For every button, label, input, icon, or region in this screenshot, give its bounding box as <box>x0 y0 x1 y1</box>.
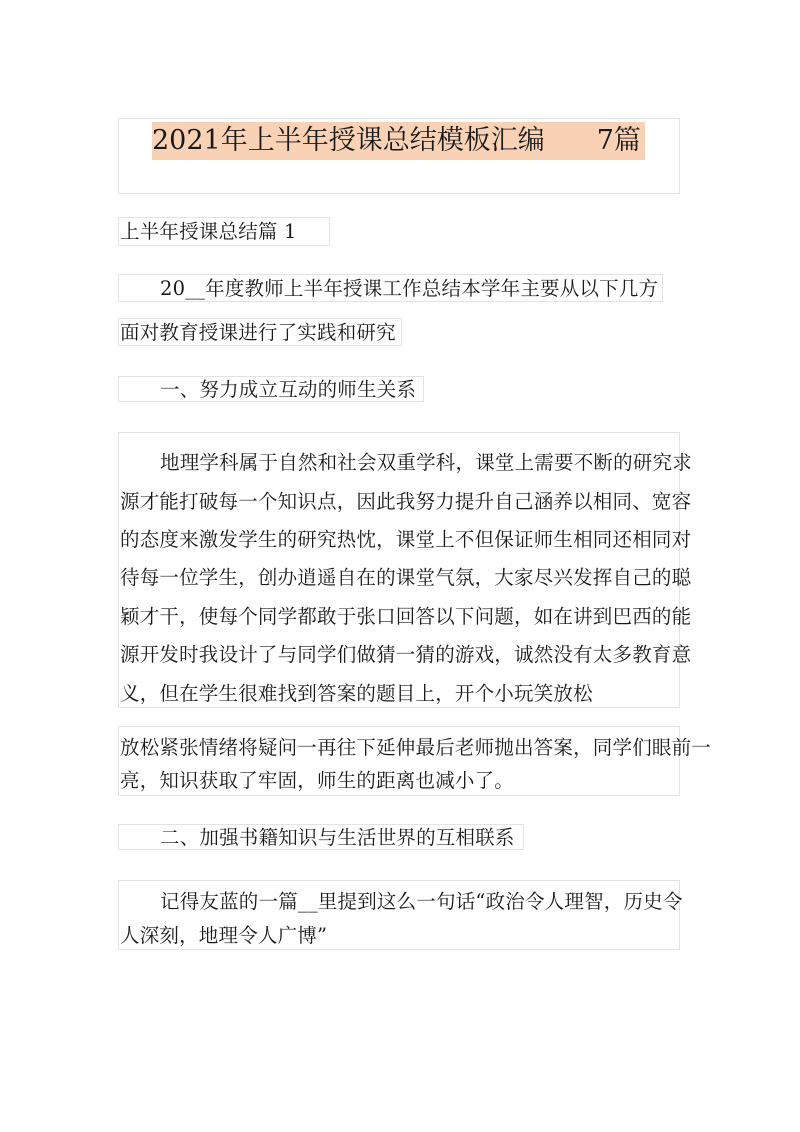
body-line: 人深刻，地理令人广博” <box>120 924 328 947</box>
body-line: 亮，知识获取了牢固，师生的距离也减小了。 <box>120 769 515 792</box>
point2-heading: 二、加强书籍知识与生活世界的互相联系 <box>160 826 515 849</box>
title-count: 7篇 <box>596 125 641 156</box>
section-heading: 上半年授课总结篇 1 <box>120 220 297 243</box>
body-line: 颖才干，使每个同学都敢于张口回答以下问题，如在讲到巴西的能 <box>120 605 692 628</box>
body-line: 放松紧张情绪将疑问一再往下延伸最后老师抛出答案，同学们眼前一 <box>120 736 712 759</box>
body-line: 义，但在学生很难找到答案的题目上，开个小玩笑放松 <box>120 682 593 705</box>
document-title <box>152 122 641 160</box>
point1-heading: 一、努力成立互动的师生关系 <box>160 378 417 401</box>
title-main: 2021年上半年授课总结模板汇编 <box>152 125 545 156</box>
body-line: 地理学科属于自然和社会双重学科，课堂上需要不断的研究求 <box>160 451 692 474</box>
intro-line: 20__年度教师上半年授课工作总结本学年主要从以下几方 <box>160 277 659 300</box>
body-line: 源开发时我设计了与同学们做猜一猜的游戏，诚然没有太多教育意 <box>120 643 692 666</box>
body-line: 待每一位学生，创办逍遥自在的课堂气氛，大家尽兴发挥自己的聪 <box>120 566 692 589</box>
body-line: 的态度来激发学生的研究热忱，课堂上不但保证师生相同还相同对 <box>120 528 692 551</box>
body-line: 记得友蓝的一篇__里提到这么一句话“政治令人理智，历史令 <box>160 890 683 913</box>
body-line: 源才能打破每一个知识点，因此我努力提升自己涵养以相同、宽容 <box>120 490 692 513</box>
intro-line: 面对教育授课进行了实践和研究 <box>120 321 396 344</box>
